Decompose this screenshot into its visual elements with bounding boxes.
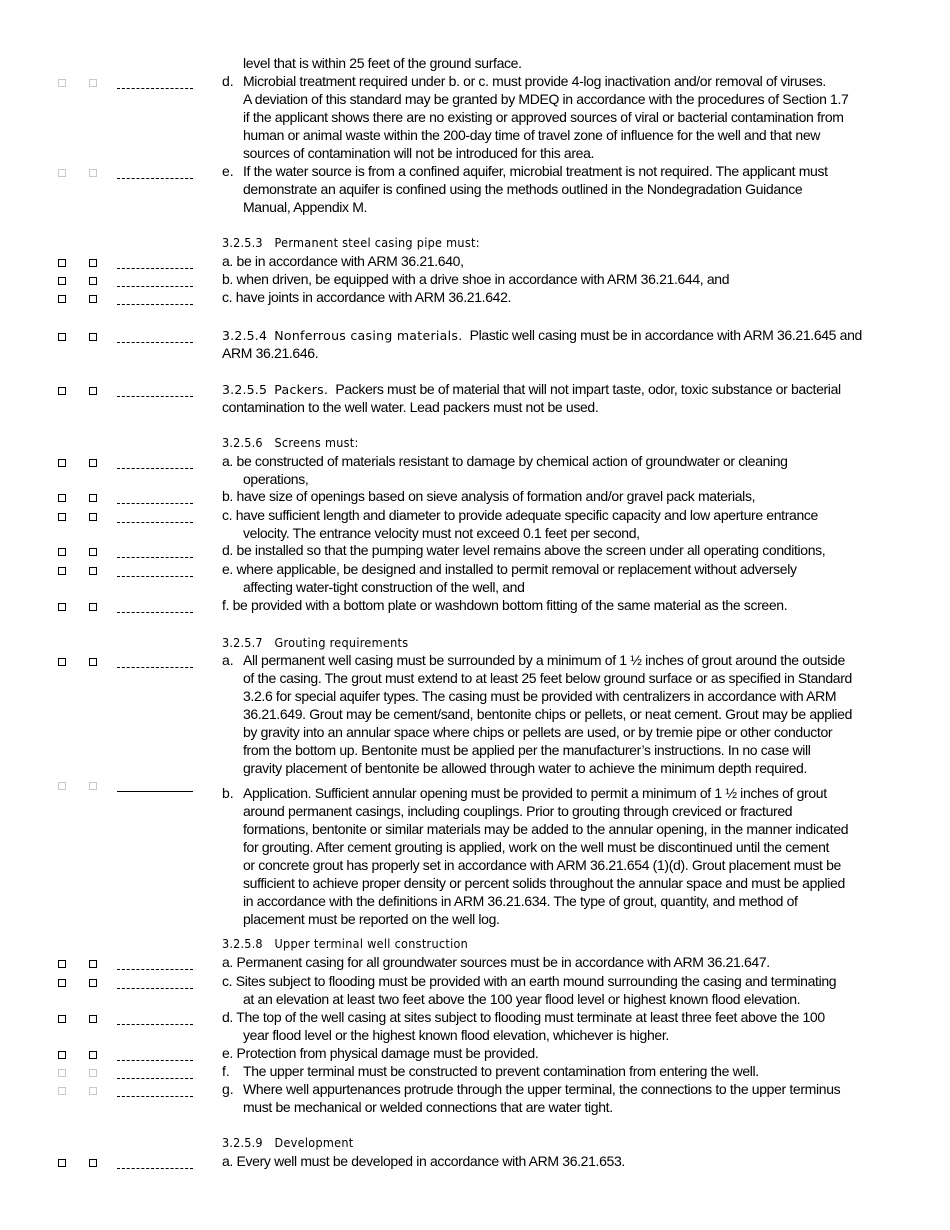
checkbox-yes[interactable] [58,960,66,968]
checkbox-yes[interactable] [58,782,66,790]
paragraph-line: by gravity into an annular space where chips or pellets are used, or by tremie pipe or other conductor [243,724,833,740]
list-item: Where well appurtenances protrude through the upper terminal, the connections to the upper terminus [243,1081,841,1097]
list-item: f. be provided with a bottom plate or washdown bottom fitting of the same material as the screen. [222,597,788,613]
section-title: Permanent steel casing pipe must: [274,235,480,250]
checkbox-no[interactable] [89,658,97,666]
paragraph-line: from the bottom up. Bentonite must be applied per the manufacturer’s instructions. In no case will [243,742,811,758]
section-number: 3.2.5.3 [222,235,263,250]
list-item: a. Every well must be developed in accordance with ARM 36.21.653. [222,1153,625,1169]
checkbox-no[interactable] [89,979,97,987]
reviewer-blank[interactable] [117,178,193,179]
reviewer-blank[interactable] [117,522,193,523]
paragraph-line: around permanent casings, including couplings. Prior to grouting through creviced or fractured [243,803,793,819]
paragraph-line: or concrete grout has properly set in accordance with ARM 36.21.654 (1)(d). Grout placement must be [243,857,841,873]
reviewer-blank[interactable] [117,988,193,989]
reviewer-blank[interactable] [117,612,193,613]
reviewer-blank[interactable] [117,791,193,792]
section-heading-3253 [222,234,480,253]
checkbox-no[interactable] [89,79,97,87]
paragraph-line: Manual, Appendix M. [243,199,368,215]
checkbox-yes[interactable] [58,1051,66,1059]
confined-aquifer-paragraph [243,162,828,216]
section-title: Packers. [274,382,329,397]
section-3254-line1 [222,326,862,345]
list-item: a. Permanent casing for all groundwater sources must be in accordance with ARM 36.21.647. [222,954,770,970]
reviewer-blank[interactable] [117,286,193,287]
list-item: c. Sites subject to flooding must be provided with an earth mound surrounding the casing and terminating [222,973,837,989]
reviewer-blank[interactable] [117,88,193,89]
section-text: Plastic well casing must be in accordance with ARM 36.21.645 and [469,327,862,343]
paragraph-line: in accordance with the definitions in ARM 36.21.634. The type of grout, quantity, and method of [243,893,798,909]
checkbox-no[interactable] [89,459,97,467]
section-number: 3.2.5.7 [222,635,263,650]
section-number: 3.2.5.6 [222,435,263,450]
paragraph-line: for grouting. After cement grouting is applied, work on the well must be discontinued until the cement [243,839,830,855]
list-item-continued: must be mechanical or welded connections that are water tight. [243,1099,613,1115]
checkbox-no[interactable] [89,387,97,395]
list-item: c. have joints in accordance with ARM 36.21.642. [222,289,512,305]
section-title: Nonferrous casing materials. [274,328,463,343]
checkbox-yes[interactable] [58,658,66,666]
paragraph-line: placement must be reported on the well log. [243,911,500,927]
list-item: c. have sufficient length and diameter to provide adequate specific capacity and low aperture entrance [222,507,818,523]
checkbox-no[interactable] [89,567,97,575]
section-3255-line1 [222,380,841,399]
list-item: a. be constructed of materials resistant to damage by chemical action of groundwater or cleaning [222,453,788,469]
checkbox-yes[interactable] [58,567,66,575]
list-item: b. have size of openings based on sieve analysis of formation and/or gravel pack materials, [222,488,756,504]
paragraph-line: sources of contamination will not be introduced for this area. [243,145,595,161]
paragraph-line: of the casing. The grout must extend to at least 25 feet below ground surface or as specified in Standard [243,670,852,686]
checkbox-no[interactable] [89,782,97,790]
checkbox-yes[interactable] [58,548,66,556]
reviewer-blank[interactable] [117,396,193,397]
paragraph-line: demonstrate an aquifer is confined using the methods outlined in the Nondegradation Guidance [243,181,803,197]
continued-line: level that is within 25 feet of the ground surface. [243,55,522,71]
reviewer-blank[interactable] [117,557,193,558]
section-number: 3.2.5.8 [222,936,263,951]
section-heading-3258 [222,935,468,954]
checkbox-no[interactable] [89,277,97,285]
item-letter: b. [222,785,234,801]
checkbox-no[interactable] [89,548,97,556]
reviewer-blank[interactable] [117,1096,193,1097]
list-item-continued: operations, [243,471,309,487]
checkbox-yes[interactable] [58,295,66,303]
reviewer-blank[interactable] [117,1060,193,1061]
checkbox-yes[interactable] [58,1015,66,1023]
reviewer-blank[interactable] [117,1168,193,1169]
section-number: 3.2.5.4 [222,328,268,343]
checkbox-no[interactable] [89,1051,97,1059]
list-item-continued: year flood level or the highest known flood elevation, whichever is higher. [243,1027,669,1043]
paragraph-line: All permanent well casing must be surrounded by a minimum of 1 ½ inches of grout around the outside [243,652,845,668]
paragraph-line: If the water source is from a confined aquifer, microbial treatment is not required. The applicant must [243,163,828,179]
list-item: e. where applicable, be designed and installed to permit removal or replacement without adversely [222,561,797,577]
reviewer-blank[interactable] [117,667,193,668]
checkbox-yes[interactable] [58,979,66,987]
item-letter: a. [222,652,234,668]
paragraph-line: gravity placement of bentonite be allowed through water to achieve the minimum depth required. [243,760,808,776]
checkbox-no[interactable] [89,333,97,341]
reviewer-blank[interactable] [117,503,193,504]
item-letter: d. [222,73,234,89]
list-item-continued: velocity. The entrance velocity must not exceed 0.1 feet per second, [243,525,640,541]
checkbox-no[interactable] [89,494,97,502]
reviewer-blank[interactable] [117,969,193,970]
reviewer-blank[interactable] [117,1078,193,1079]
paragraph-line: Application. Sufficient annular opening must be provided to permit a minimum of 1 ½ inches of grout [243,785,827,801]
checkbox-yes[interactable] [58,387,66,395]
paragraph-line: Microbial treatment required under b. or c. must provide 4-log inactivation and/or removal of viruses. [243,73,826,89]
section-title: Screens must: [274,435,359,450]
checkbox-no[interactable] [89,295,97,303]
checkbox-no[interactable] [89,259,97,267]
list-item-continued: affecting water-tight construction of the well, and [243,579,525,595]
section-number: 3.2.5.5 [222,382,268,397]
checkbox-yes[interactable] [58,277,66,285]
section-title: Development [274,1135,354,1150]
list-item: d. be installed so that the pumping water level remains above the screen under all operating conditions, [222,542,826,558]
checkbox-yes[interactable] [58,333,66,341]
paragraph-line: if the applicant shows there are no existing or approved sources of viral or bacterial contamination from [243,109,844,125]
checkbox-yes[interactable] [58,259,66,267]
checkbox-yes[interactable] [58,459,66,467]
section-heading-3256 [222,434,359,453]
paragraph-line: formations, bentonite or similar materials may be added to the annular opening, in the manner indicated [243,821,849,837]
reviewer-blank[interactable] [117,342,193,343]
checkbox-yes[interactable] [58,494,66,502]
paragraph-line: 36.21.649. Grout may be cement/sand, bentonite chips or pellets, or neat cement. Grout may be applied [243,706,853,722]
section-heading-3259 [222,1134,354,1153]
section-3254-line2: ARM 36.21.646. [222,345,319,361]
checkbox-yes[interactable] [58,1087,66,1095]
microbial-treatment-paragraph [243,72,848,162]
grouting-paragraph-b [243,784,848,928]
checkbox-yes[interactable] [58,1159,66,1167]
list-item-continued: at an elevation at least two feet above the 100 year flood level or highest known flood elevation. [243,991,801,1007]
checkbox-no[interactable] [89,960,97,968]
checkbox-no[interactable] [89,169,97,177]
checkbox-no[interactable] [89,1159,97,1167]
section-text: Packers must be of material that will not impart taste, odor, toxic substance or bacterial [335,381,841,397]
checkbox-no[interactable] [89,513,97,521]
checkbox-no[interactable] [89,1069,97,1077]
checkbox-yes[interactable] [58,513,66,521]
paragraph-line: 3.2.6 for special aquifer types. The casing must be provided with centralizers in accordance with ARM [243,688,837,704]
item-letter: e. [222,163,234,179]
section-title: Upper terminal well construction [274,936,469,951]
paragraph-line: sufficient to achieve proper density or percent solids throughout the annular space and must be applied [243,875,845,891]
list-item: b. when driven, be equipped with a drive shoe in accordance with ARM 36.21.644, and [222,271,730,287]
reviewer-blank[interactable] [117,268,193,269]
checkbox-no[interactable] [89,1087,97,1095]
reviewer-blank[interactable] [117,1024,193,1025]
list-item: The upper terminal must be constructed to prevent contamination from entering the well. [243,1063,759,1079]
paragraph-line: A deviation of this standard may be granted by MDEQ in accordance with the procedures of Section 1.7 [243,91,849,107]
checkbox-yes[interactable] [58,1069,66,1077]
list-item: a. be in accordance with ARM 36.21.640, [222,253,464,269]
section-number: 3.2.5.9 [222,1135,263,1150]
reviewer-blank[interactable] [117,304,193,305]
list-item: e. Protection from physical damage must be provided. [222,1045,539,1061]
checkbox-no[interactable] [89,1015,97,1023]
grouting-paragraph-a [243,651,852,777]
checkbox-yes[interactable] [58,169,66,177]
item-letter: f. [222,1063,230,1079]
paragraph-line: human or animal waste within the 200-day time of travel zone of influence for the well and that new [243,127,821,143]
section-title: Grouting requirements [274,635,409,650]
list-item: d. The top of the well casing at sites subject to flooding must terminate at least three feet above the 100 [222,1009,825,1025]
checkbox-yes[interactable] [58,603,66,611]
checkbox-no[interactable] [89,603,97,611]
reviewer-blank[interactable] [117,576,193,577]
reviewer-blank[interactable] [117,468,193,469]
checkbox-yes[interactable] [58,79,66,87]
section-3255-line2: contamination to the well water. Lead packers must not be used. [222,399,599,415]
item-letter: g. [222,1081,234,1097]
